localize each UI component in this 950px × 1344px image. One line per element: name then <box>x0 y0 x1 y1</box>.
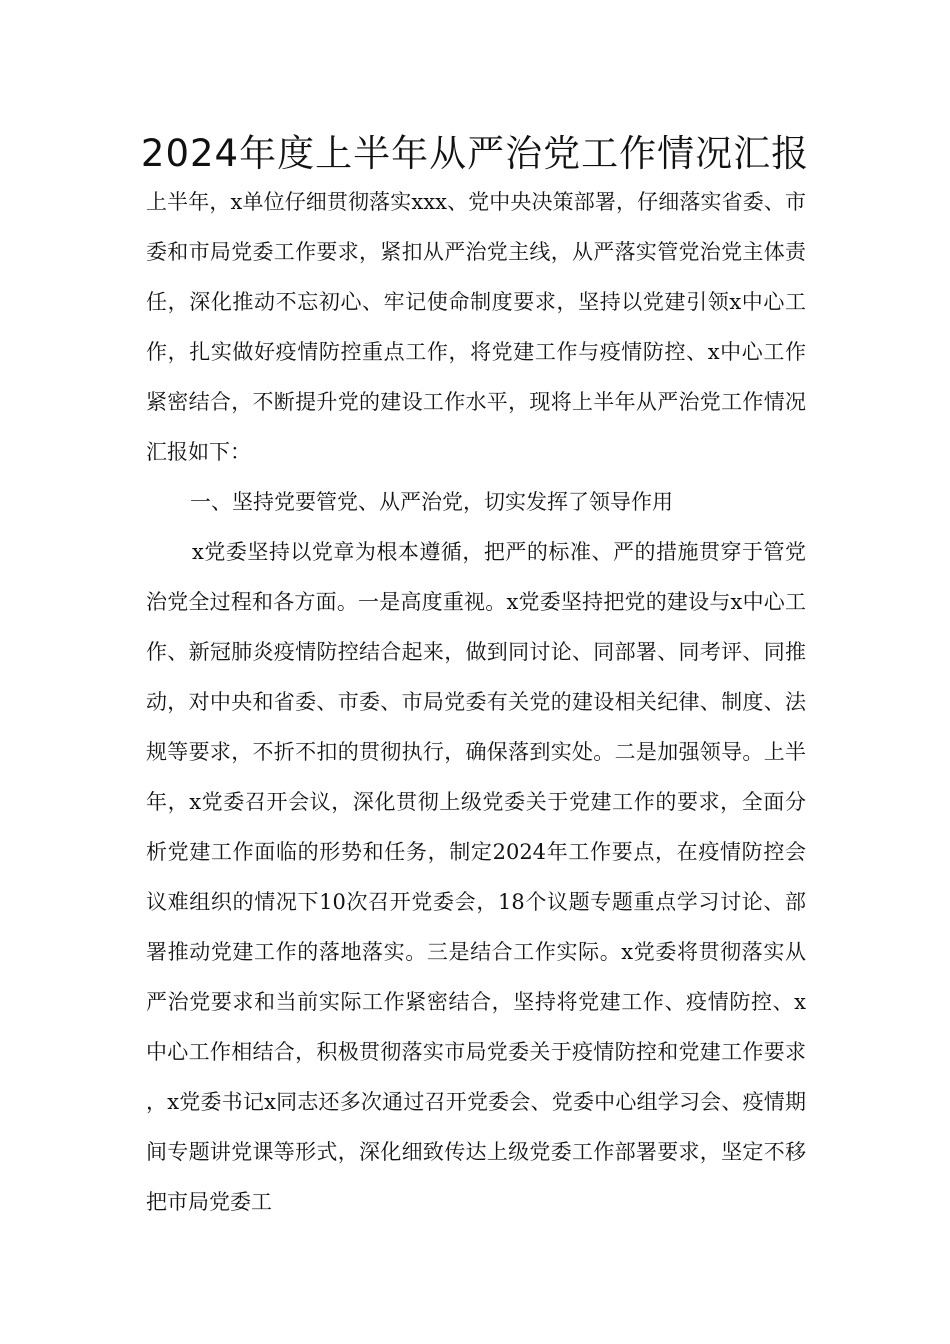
section-1-heading: 一、坚持党要管党、从严治党，切实发挥了领导作用 <box>190 490 673 514</box>
document-title: 2024年度上半年从严治党工作情况汇报 <box>140 132 810 175</box>
section-1-paragraph: x党委坚持以党章为根本遵循，把严的标准、严的措施贯穿于管党治党全过程和各方面。一是高度重视。x党委坚持把党的建设与x中心工作、新冠肺炎疫情防控结合起来，做到同讨论、同部署、同考评、同推动，对中央和省委、市委、市局党委有关党的建设相关纪律、制度、法规等要求，不折不扣的贯彻执行，确保落到实处。二是加强领导。上半年，x党委召开会议，深化贯彻上级党委关于党建工作的要求，全面分析党建工作面临的形势和任务，制定2024年工作要点，在疫情防控会议难组织的情况下10次召开党委会，18个议题专题重点学习讨论、部署推动党建工作的落地落实。三是结合工作实际。x党委将贯彻落实从严治党要求和当前实际工作紧密结合，坚持将党建工作、疫情防控、x中心工作相结合，积极贯彻落实市局党委关于疫情防控和党建工作要求，x党委书记x同志还多次通过召开党委会、党委中心组学习会、疫情期间专题讲党课等形式，深化细致传达上级党委工作部署要求，坚定不移把市局党委工 <box>146 540 806 1214</box>
intro-paragraph: 上半年，x单位仔细贯彻落实xxx、党中央决策部署，仔细落实省委、市委和市局党委工作要求，紧扣从严治党主线，从严落实管党治党主体责任，深化推动不忘初心、牢记使命制度要求，坚持以党建引领x中心工作，扎实做好疫情防控重点工作，将党建工作与疫情防控、x中心工作紧密结合，不断提升党的建设工作水平，现将上半年从严治党工作情况汇报如下： <box>146 190 806 464</box>
document-body <box>146 177 806 1227</box>
